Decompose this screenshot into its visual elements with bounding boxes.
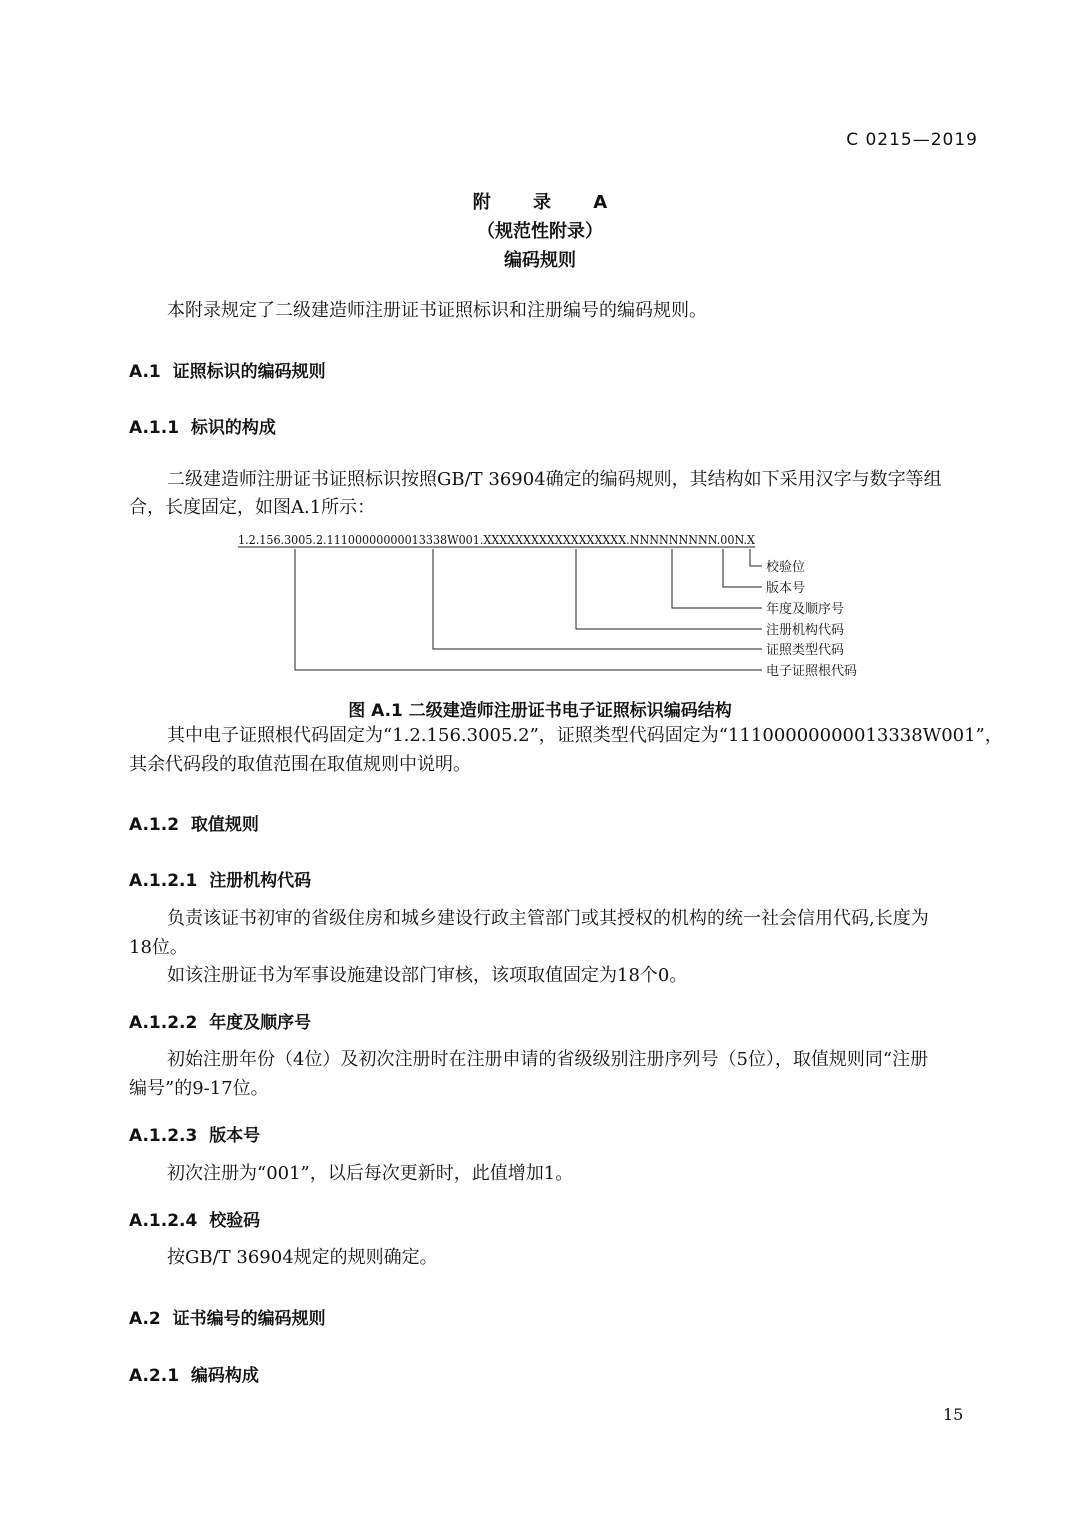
paragraph-line: 18位。 [129, 937, 188, 958]
paragraph-line: 其余代码段的取值范围在取值规则中说明。 [129, 754, 471, 775]
paragraph-line: 初始注册年份（4位）及初次注册时在注册申请的省级级别注册序列号（5位），取值规则同“注册 [167, 1049, 929, 1070]
section-a2-heading [129, 1304, 326, 1329]
section-title: 编码构成 [190, 1366, 259, 1386]
section-title: 注册机构代码 [209, 871, 312, 891]
identifier-code-string: 1.2.156.3005.2.11100000000013338W001.XXXXXXXXXXXXXXXXXX.NNNNNNNNN.00N.X [238, 532, 756, 547]
section-a1-2-1-heading [129, 866, 311, 891]
section-number: A.1.2.1 [129, 871, 198, 891]
label-version: 版本号 [766, 581, 806, 596]
connector-version [723, 549, 762, 587]
identifier-structure-diagram [230, 528, 890, 688]
section-number: A.1 [129, 362, 161, 382]
paragraph-line: 编号”的9-17位。 [129, 1078, 269, 1099]
section-title: 校验码 [209, 1211, 261, 1231]
section-number: A.1.2.4 [129, 1211, 198, 1231]
connector-root [295, 549, 762, 670]
connector-check [750, 549, 762, 566]
label-root: 电子证照根代码 [766, 664, 858, 679]
section-title: 版本号 [209, 1126, 261, 1146]
paragraph-line: 二级建造师注册证书证照标识按照GB/T 36904确定的编码规则，其结构如下采用汉字与数字等组 [167, 469, 942, 490]
section-title: 证照标识的编码规则 [172, 362, 326, 382]
section-a1-2-4-heading [129, 1206, 260, 1231]
section-a1-1-heading [129, 413, 276, 438]
label-cert-type: 证照类型代码 [766, 643, 845, 658]
label-year-seq: 年度及顺序号 [766, 602, 845, 617]
paragraph-line: 负责该证书初审的省级住房和城乡建设行政主管部门或其授权的机构的统一社会信用代码,长度为 [167, 908, 929, 929]
connector-cert-type [433, 549, 762, 649]
paragraph-line: 其中电子证照根代码固定为“1.2.156.3005.2”，证照类型代码固定为“11100000000013338W001”， [167, 725, 1003, 746]
section-number: A.2 [129, 1309, 161, 1329]
paragraph-line: 合，长度固定，如图A.1所示： [129, 497, 376, 518]
section-a2-1-heading [129, 1361, 259, 1386]
appendix-type: （规范性附录） [477, 221, 603, 242]
section-a1-2-heading [129, 810, 259, 835]
paragraph-line: 初次注册为“001”，以后每次更新时，此值增加1。 [167, 1163, 574, 1184]
label-check: 校验位 [766, 560, 806, 575]
section-number: A.1.2.3 [129, 1126, 198, 1146]
label-registry: 注册机构代码 [766, 623, 845, 638]
appendix-name: 编码规则 [504, 250, 576, 271]
section-number: A.2.1 [129, 1366, 180, 1386]
appendix-title: 附 录 A [472, 192, 626, 213]
figure-caption: 图 A.1 二级建造师注册证书电子证照标识编码结构 [348, 701, 732, 721]
section-a1-heading [129, 357, 326, 382]
section-number: A.1.1 [129, 418, 180, 438]
document-code: C 0215—2019 [846, 130, 978, 150]
paragraph-line: 如该注册证书为军事设施建设部门审核，该项取值固定为18个0。 [167, 965, 688, 986]
section-a1-2-3-heading [129, 1121, 260, 1146]
connector-year-seq [672, 549, 762, 608]
section-title: 取值规则 [190, 815, 259, 835]
page-number: 15 [943, 1405, 964, 1424]
intro-paragraph: 本附录规定了二级建造师注册证书证照标识和注册编号的编码规则。 [167, 300, 707, 321]
section-number: A.1.2.2 [129, 1013, 198, 1033]
section-title: 证书编号的编码规则 [172, 1309, 326, 1329]
section-a1-2-2-heading [129, 1008, 311, 1033]
section-number: A.1.2 [129, 815, 180, 835]
paragraph-line: 按GB/T 36904规定的规则确定。 [167, 1247, 438, 1268]
section-title: 标识的构成 [190, 418, 276, 438]
section-title: 年度及顺序号 [209, 1013, 312, 1033]
connector-registry [576, 549, 762, 629]
